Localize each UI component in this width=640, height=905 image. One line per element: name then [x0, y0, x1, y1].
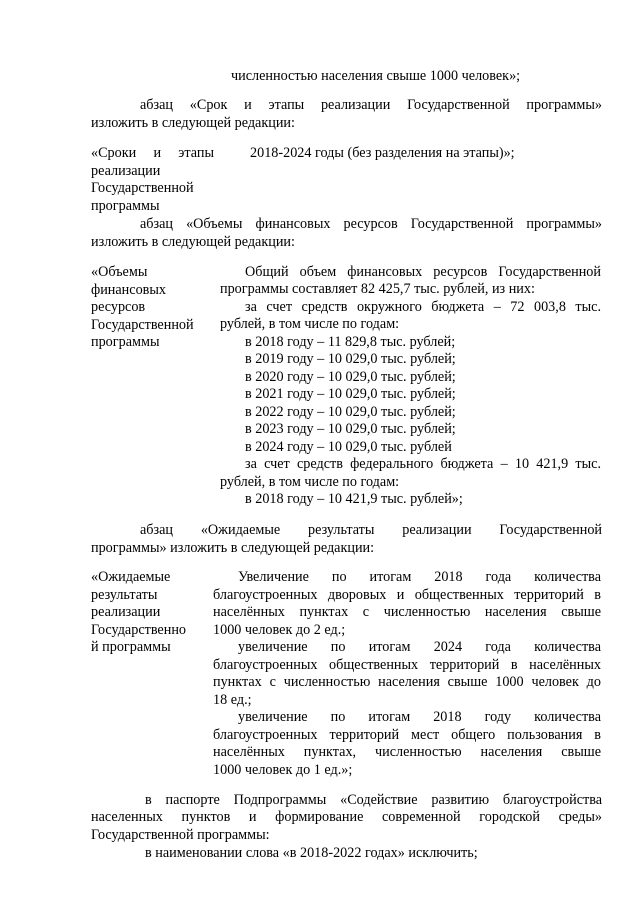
paragraph-ozhidaemye-line2: программы» изложить в следующей редакции: [91, 540, 375, 556]
block3-item2-line3: пунктах с численностью населения свыше 1000 человек до [213, 674, 601, 690]
block1-right-cell: 2018-2024 годы (без разделения на этапы)»; [250, 145, 515, 161]
block2-total-line1: Общий объем финансовых ресурсов Государственной [245, 264, 601, 280]
block2-year-row: в 2021 году – 10 029,0 тыс. рублей; [245, 386, 456, 402]
block2-year-row: в 2018 году – 11 829,8 тыс. рублей; [245, 334, 456, 350]
paragraph-naimenovanie: в наименовании слова «в 2018-2022 годах» исключить; [145, 845, 478, 861]
paragraph-passport-line2: населенных пунктов и формирование современной городской среды» [91, 809, 602, 825]
block3-item2-line2: благоустроенных общественных территорий в населённых [213, 657, 601, 673]
block2-federal-year-row: в 2018 году – 10 421,9 тыс. рублей»; [245, 491, 463, 507]
block3-item2-line1: увеличение по итогам 2024 года количества [238, 639, 601, 655]
block2-left-line: ресурсов [91, 299, 146, 315]
block3-left-line: реализации [91, 604, 161, 620]
block3-left-line: результаты [91, 586, 158, 603]
paragraph-srok-line2: изложить в следующей редакции: [91, 115, 295, 131]
paragraph-passport-line3: Государственной программы: [91, 827, 270, 843]
paragraph-ozhidaemye-line1: абзац «Ожидаемые результаты реализации Государственной [140, 522, 602, 538]
block3-item3-line2: благоустроенных территорий мест общего пользования в [213, 727, 601, 743]
block1-left-line: «Сроки и этапы [91, 145, 214, 161]
block3-item1-line2: благоустроенных дворовых и общественных территорий в [213, 587, 601, 603]
block2-federal-line1: за счет средств федерального бюджета – 10 421,9 тыс. [245, 456, 601, 472]
block3-item2-line4: 18 ед.; [213, 692, 252, 708]
block1-left-cell [91, 145, 214, 215]
paragraph-continuation: численностью населения свыше 1000 человек»; [231, 68, 521, 84]
block1-left-line: реализации [91, 162, 161, 179]
block3-item3-line4: 1000 человек до 1 ед.»; [213, 762, 353, 778]
paragraph-obyemy-line2: изложить в следующей редакции: [91, 234, 295, 250]
block1-left-line: Государственной [91, 180, 194, 196]
block3-left-line: «Ожидаемые [91, 569, 171, 585]
block2-year-row: в 2023 году – 10 029,0 тыс. рублей; [245, 421, 456, 437]
paragraph-obyemy-line1: абзац «Объемы финансовых ресурсов Государственной программы» [140, 216, 602, 232]
block3-left-cell [91, 569, 206, 657]
block2-left-cell [91, 264, 206, 352]
block2-left-line: финансовых [91, 281, 166, 298]
block2-year-row: в 2024 году – 10 029,0 тыс. рублей [245, 439, 452, 455]
block2-year-row: в 2020 году – 10 029,0 тыс. рублей; [245, 369, 456, 385]
block3-left-line: Государственно [91, 621, 187, 638]
block3-item3-line1: увеличение по итогам 2018 году количества [238, 709, 601, 725]
block3-item3-line3: населённых пунктах, численностью населения свыше [213, 744, 601, 760]
block2-federal-line2: рублей, в том числе по годам: [220, 474, 400, 490]
block3-item1-line4: 1000 человек до 2 ед.; [213, 622, 346, 638]
block2-okrug-line2: рублей, в том числе по годам: [220, 316, 400, 332]
paragraph-passport-line1: в паспорте Подпрограммы «Содействие развитию благоустройства [145, 792, 602, 808]
block2-left-line: Государственной [91, 316, 194, 333]
block2-total-line2: программы составляет 82 425,7 тыс. рублей, из них: [220, 281, 535, 297]
block2-left-line: программы [91, 334, 160, 350]
block2-year-row: в 2022 году – 10 029,0 тыс. рублей; [245, 404, 456, 420]
paragraph-srok-line1: абзац «Срок и этапы реализации Государственной программы» [140, 97, 602, 113]
block2-left-line: «Объемы [91, 264, 148, 280]
block3-item1-line3: населённых пунктах с численностью населения свыше [213, 604, 601, 620]
block3-left-line: й программы [91, 639, 171, 655]
block1-left-line: программы [91, 197, 160, 214]
block2-okrug-line1: за счет средств окружного бюджета – 72 003,8 тыс. [245, 299, 601, 315]
block2-year-row: в 2019 году – 10 029,0 тыс. рублей; [245, 351, 456, 367]
block3-item1-line1: Увеличение по итогам 2018 года количества [238, 569, 601, 585]
